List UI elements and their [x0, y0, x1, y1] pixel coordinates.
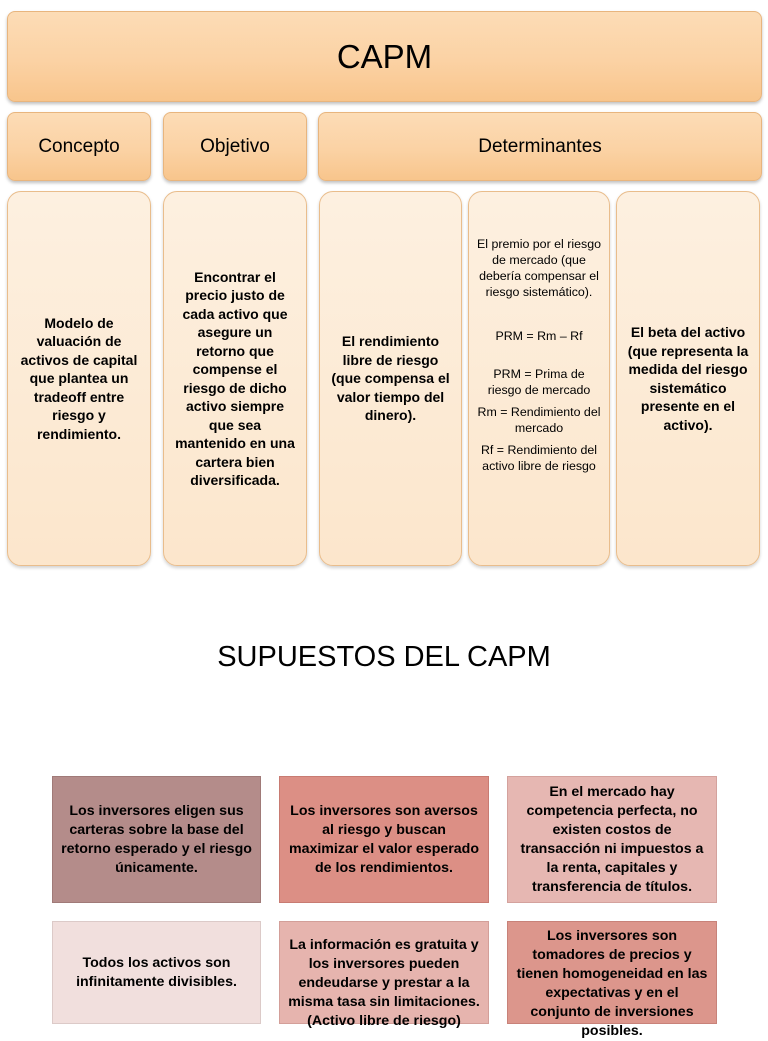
capm-title-box [7, 11, 762, 102]
supuesto-6-text: Los inversores son tomadores de precios y tienen homogeneidad en las expectativas y en el conjunto de inversiones posibles. [516, 928, 708, 1039]
supuesto-1-text: Los inversores eligen sus carteras sobre la base del retorno esperado y el riesgo únicamente. [61, 802, 252, 876]
card-concepto [7, 191, 151, 566]
card-beta [616, 191, 760, 566]
supuesto-1 [52, 776, 261, 903]
card-concepto-text: Modelo de valuación de activos de capital que plantea un tradeoff entre riesgo y rendimiento. [20, 314, 138, 442]
supuesto-4-text: Todos los activos son infinitamente divisibles. [76, 954, 237, 990]
supuesto-2 [279, 776, 489, 903]
supuesto-6 [507, 921, 717, 1039]
card-beta-text: El beta del activo (que representa la medida del riesgo sistemático presente en el activo). [627, 324, 749, 433]
supuesto-5 [279, 921, 489, 1029]
prm-formula: PRM = Rm – Rf [495, 329, 583, 343]
supuesto-4 [52, 921, 261, 1024]
header-determinantes-label: Determinantes [478, 135, 602, 157]
supuesto-2-text: Los inversores son aversos al riesgo y buscan maximizar el valor esperado de los rendimientos. [288, 802, 480, 876]
premio-description: El premio por el riesgo de mercado (que debería compensar el riesgo sistemático). [477, 237, 601, 299]
header-objetivo [163, 112, 307, 181]
supuesto-3 [507, 776, 717, 903]
supuestos-title: SUPUESTOS DEL CAPM [217, 641, 551, 673]
header-concepto [7, 112, 151, 181]
header-determinantes [318, 112, 762, 181]
rm-definition: Rm = Rendimiento del mercado [477, 405, 601, 435]
header-objetivo-label: Objetivo [200, 135, 270, 157]
rf-definition: Rf = Rendimiento del activo libre de riesgo [480, 443, 598, 473]
card-rendimiento-text: El rendimiento libre de riesgo (que compensa el valor tiempo del dinero). [331, 333, 450, 424]
card-objetivo [163, 191, 307, 566]
card-premio-riesgo [468, 191, 610, 566]
header-concepto-label: Concepto [38, 135, 120, 157]
supuesto-3-text: En el mercado hay competencia perfecta, no existen costos de transacción ni impuestos a la renta, capitales y transferencia de títulos. [520, 783, 704, 895]
prm-definition: PRM = Prima de riesgo de mercado [487, 367, 591, 397]
supuesto-5-text: La información es gratuita y los inversores pueden endeudarse y prestar a la misma tasa sin limitaciones. (Activo libre de riesgo) [288, 937, 480, 1029]
card-rendimiento-libre [319, 191, 462, 566]
card-objetivo-text: Encontrar el precio justo de cada activo que asegure un retorno que compense el riesgo de dicho activo siempre que sea mantenido en una cartera bien diversificada. [175, 268, 295, 488]
page-title: CAPM [336, 37, 433, 75]
